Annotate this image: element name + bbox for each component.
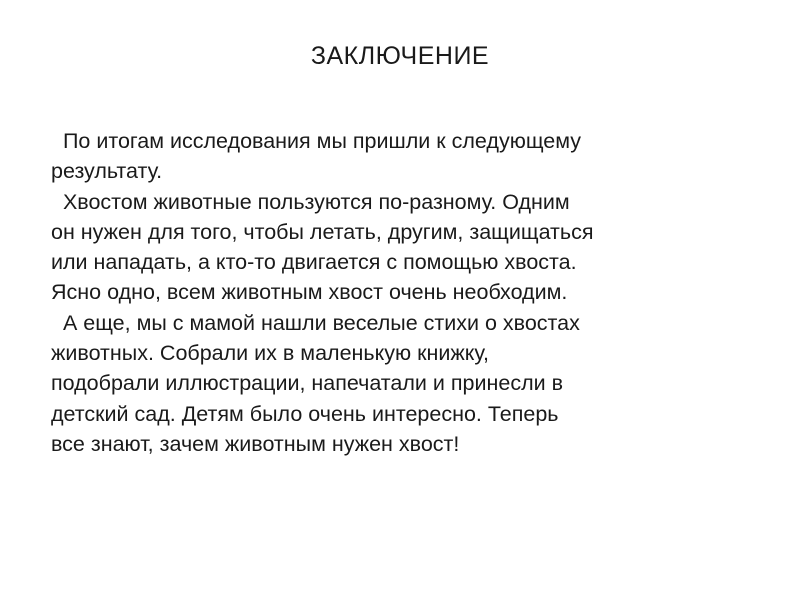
body-line: животных. Собрали их в маленькую книжку, <box>51 341 489 366</box>
body-line: Ясно одно, всем животным хвост очень необходим. <box>51 280 568 305</box>
body-line: детский сад. Детям было очень интересно. Теперь <box>51 401 559 426</box>
body-line: результату. <box>51 159 163 184</box>
body-line: он нужен для того, чтобы летать, другим, защищаться <box>51 219 594 244</box>
body-line: По итогам исследования мы пришли к следующему <box>51 129 582 153</box>
body-line: все знают, зачем животным нужен хвост! <box>51 431 460 456</box>
body-line: или нападать, а кто-то двигается с помощью хвоста. <box>51 250 577 275</box>
slide-title: ЗАКЛЮЧЕНИЕ <box>310 42 490 70</box>
body-line: Хвостом животные пользуются по-разному. Одним <box>51 189 570 214</box>
slide-body <box>51 126 751 459</box>
body-line: подобрали иллюстрации, напечатали и принесли в <box>51 371 564 396</box>
body-line: А еще, мы с мамой нашли веселые стихи о хвостах <box>51 310 580 335</box>
